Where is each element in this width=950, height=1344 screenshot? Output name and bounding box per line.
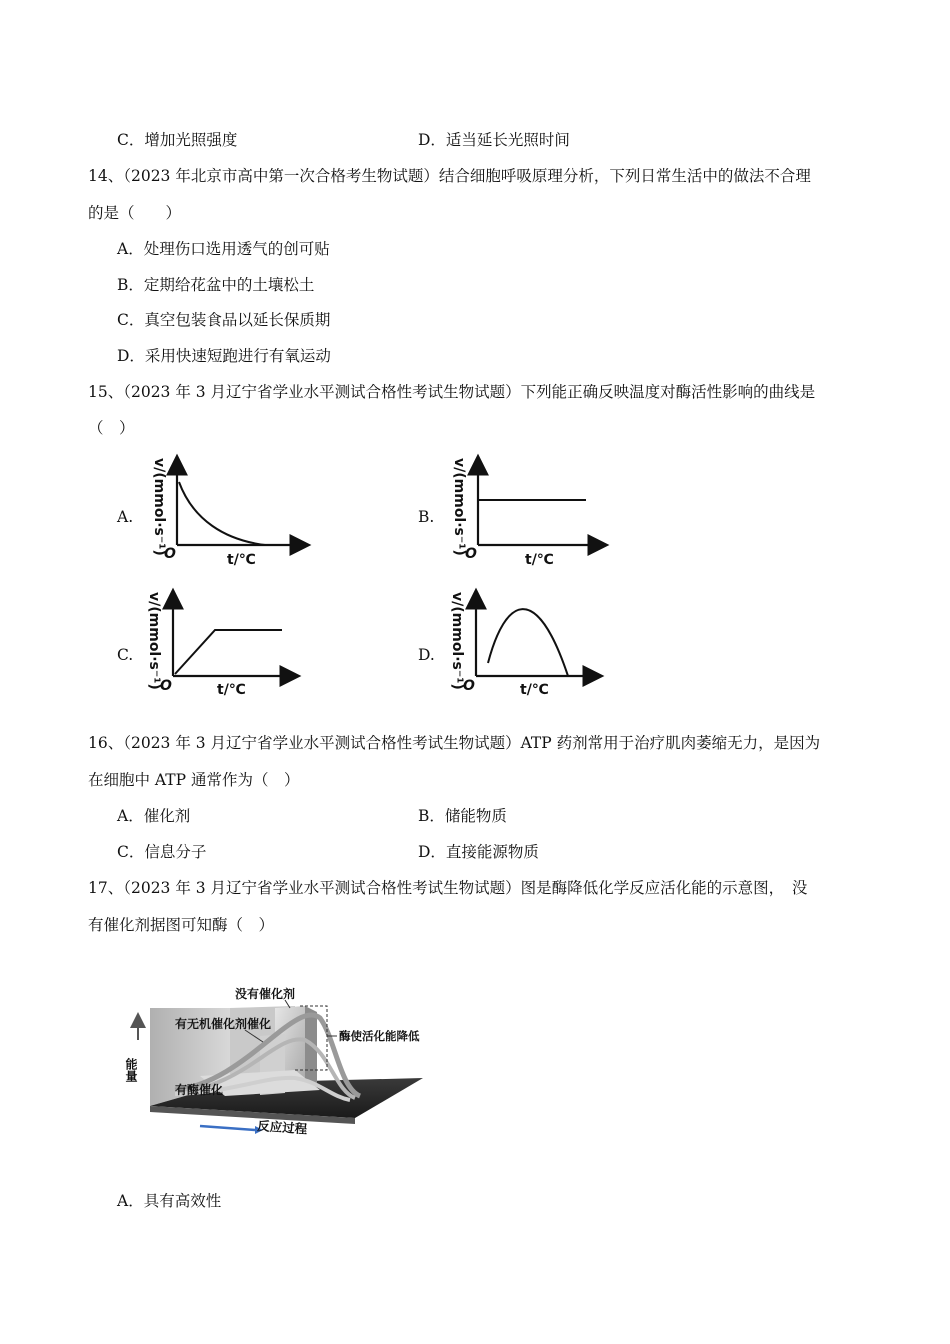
chart-c-curve <box>175 630 282 674</box>
q15-label-c: C. <box>117 646 134 664</box>
q16-option-b: B．储能物质 <box>418 807 507 825</box>
q16-stem-line2: 在细胞中 ATP 通常作为（ ） <box>88 771 300 789</box>
chart-b-xlabel: t/℃ <box>525 552 554 568</box>
diagram-label-process: 反应过程 <box>256 1118 308 1137</box>
q16-option-d: D．直接能源物质 <box>418 843 539 861</box>
q13-option-d: D．适当延长光照时间 <box>418 131 570 149</box>
diagram-label-inorganic: 有无机催化剂催化 <box>175 1017 272 1031</box>
q15-stem-line2: （ ） <box>88 419 135 437</box>
q15-label-b: B. <box>418 508 435 526</box>
diagram-process-arrow <box>200 1126 255 1130</box>
q15-label-a: A. <box>117 508 134 526</box>
q17-option-a: A．具有高效性 <box>117 1192 222 1210</box>
q14-option-a: A．处理伤口选用透气的创可贴 <box>117 240 330 258</box>
chart-a-ylabel: v/(mmol·s⁻¹) <box>151 458 167 556</box>
chart-c-ylabel: v/(mmol·s⁻¹) <box>146 592 162 690</box>
chart-a-xlabel: t/℃ <box>227 552 256 568</box>
chart-b-ylabel: v/(mmol·s⁻¹) <box>451 458 467 556</box>
q15-stem-line1: 15、（2023 年 3 月辽宁省学业水平测试合格性考试生物试题）下列能正确反映温度对酶活性影响的曲线是 <box>88 383 816 401</box>
q14-option-d: D．采用快速短跑进行有氧运动 <box>117 347 331 365</box>
chart-a-origin: O <box>164 546 176 562</box>
q16-stem-line1: 16、（2023 年 3 月辽宁省学业水平测试合格性考试生物试题）ATP 药剂常用于治疗肌肉萎缩无力，是因为 <box>88 734 821 752</box>
diagram-label-energy: 能量 <box>124 1058 138 1082</box>
diagram-label-enzyme-lower: 酶使活化能降低 <box>339 1029 420 1043</box>
chart-a-curve <box>179 482 265 545</box>
chart-b-origin: O <box>465 546 477 562</box>
q14-option-c: C．真空包装食品以延长保质期 <box>117 311 331 329</box>
chart-d-ylabel: v/(mmol·s⁻¹) <box>449 592 465 690</box>
chart-c-origin: O <box>160 678 172 694</box>
q15-label-d: D. <box>418 646 435 664</box>
diagram-label-enzyme: 有酶催化 <box>175 1083 224 1097</box>
chart-b <box>443 452 618 572</box>
q17-stem-line1: 17、（2023 年 3 月辽宁省学业水平测试合格性考试生物试题）图是酶降低化学反应活化能的示意图， 没 <box>88 879 808 897</box>
q17-stem-line2: 有催化剂据图可知酶（ ） <box>88 916 275 934</box>
q14-option-b: B．定期给花盆中的土壤松土 <box>117 276 315 294</box>
chart-d-origin: O <box>463 678 475 694</box>
chart-c-xlabel: t/℃ <box>217 682 246 698</box>
chart-c <box>145 588 320 700</box>
q14-stem-line1: 14、（2023 年北京市高中第一次合格考生物试题）结合细胞呼吸原理分析，下列日常生活中的做法不合理 <box>88 167 811 185</box>
chart-d-curve <box>488 609 568 676</box>
chart-d <box>443 588 618 700</box>
chart-d-xlabel: t/℃ <box>520 682 549 698</box>
q14-stem-line2: 的是（ ） <box>88 204 182 222</box>
q16-option-a: A．催化剂 <box>117 807 191 825</box>
chart-a <box>145 452 320 572</box>
q13-option-c: C．增加光照强度 <box>117 131 238 149</box>
q16-option-c: C．信息分子 <box>117 843 207 861</box>
activation-energy-diagram <box>124 978 425 1140</box>
diagram-label-no-catalyst: 没有催化剂 <box>235 987 296 1001</box>
